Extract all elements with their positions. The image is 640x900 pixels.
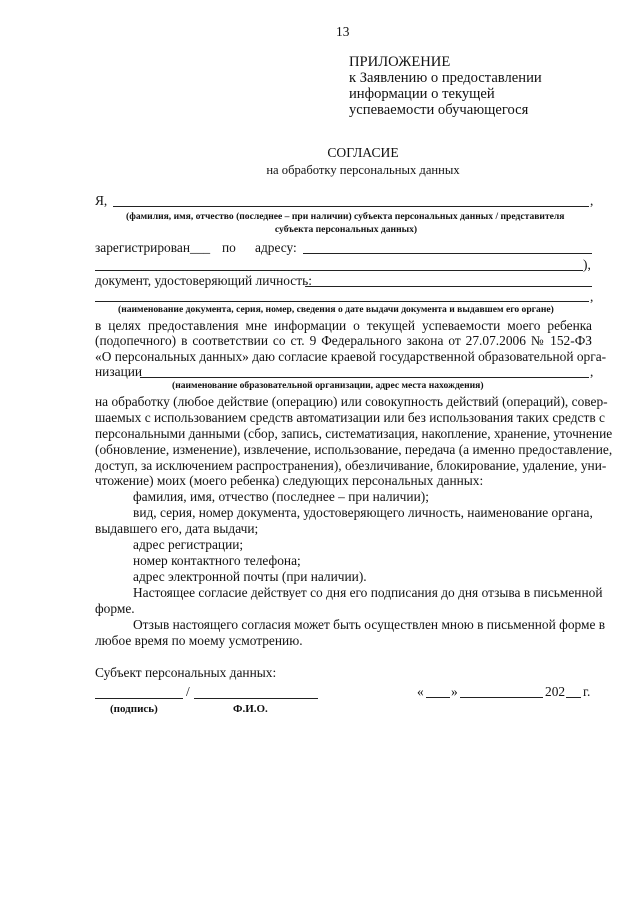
address-end: ), <box>583 257 591 272</box>
signature-caption: (подпись) <box>110 703 158 715</box>
purpose-line: «О персональных данных» даю согласие краевой государственной образовательной орга- <box>95 349 607 364</box>
processing-line: шаемых с использованием средств автоматизации или без использования таких средств с <box>95 410 605 425</box>
processing-line: (обновление, изменение), извлечение, использование, передача (а именно предоставление, <box>95 442 613 457</box>
processing-line: чтожение) моих (моего ребенка) следующих персональных данных: <box>95 473 484 488</box>
trailing-comma: , <box>590 193 594 208</box>
document-input-line-2[interactable] <box>95 301 589 302</box>
data-item-fio: фамилия, имя, отчество (последнее – при наличии); <box>133 489 429 504</box>
revocation-text-cont: любое время по моему усмотрению. <box>95 633 303 648</box>
processing-line: персональными данными (сбор, запись, систематизация, накопление, хранение, уточнение <box>95 426 613 441</box>
date-month-line[interactable] <box>460 697 543 698</box>
address-label: адресу: <box>255 240 297 255</box>
address-input-line[interactable] <box>303 253 592 254</box>
page-number: 13 <box>336 24 350 39</box>
document-caption: (наименование документа, серия, номер, сведения о дате выдачи документа и выдавшем его органе) <box>118 304 554 315</box>
revocation-text: Отзыв настоящего согласия может быть осуществлен мною в письменной форме в <box>133 617 606 632</box>
fio-caption: субъекта персональных данных) <box>274 224 418 235</box>
appendix-line: к Заявлению о предоставлении <box>349 70 542 86</box>
document-label: документ, удостоверяющий личность: <box>95 273 312 288</box>
validity-text-cont: форме. <box>95 601 135 616</box>
fio-input-line[interactable] <box>113 206 589 207</box>
po-label: по <box>222 240 236 255</box>
document-title: СОГЛАСИЕ <box>327 145 399 160</box>
document-subtitle: на обработку персональных данных <box>266 163 460 177</box>
purpose-line: в целях предоставления мне информации о текущей успеваемости моего ребенка <box>95 318 592 333</box>
signature-fio-line[interactable] <box>194 698 318 699</box>
data-item-document: вид, серия, номер документа, удостоверяющего личность, наименование органа, <box>133 505 593 520</box>
signature-slash: / <box>186 684 190 699</box>
appendix-line: успеваемости обучающегося <box>349 102 529 118</box>
data-item-reg-address: адрес регистрации; <box>133 537 244 552</box>
org-caption: (наименование образовательной организации, адрес места нахождения) <box>172 380 484 391</box>
data-item-document-cont: выдавшего его, дата выдачи; <box>95 521 259 536</box>
date-year-prefix: 202 <box>545 684 566 699</box>
appendix-title: ПРИЛОЖЕНИЕ <box>349 54 451 70</box>
validity-text: Настоящее согласие действует со дня его подписания до дня отзыва в письменной <box>133 585 603 600</box>
date-day-line[interactable] <box>426 697 450 698</box>
data-item-email: адрес электронной почты (при наличии). <box>133 569 367 584</box>
date-quote-open: « <box>417 684 424 699</box>
appendix-line: информации о текущей <box>349 86 495 102</box>
trailing-comma: , <box>590 289 594 304</box>
signature-fio-caption: Ф.И.О. <box>233 703 268 715</box>
date-quote-close: » <box>451 684 458 699</box>
subject-label: Субъект персональных данных: <box>95 665 277 680</box>
date-year-suffix: г. <box>583 684 591 699</box>
i-label: Я, <box>95 193 108 208</box>
date-year-line[interactable] <box>566 697 581 698</box>
trailing-comma: , <box>590 364 594 379</box>
fio-caption: (фамилия, имя, отчество (последнее – при наличии) субъекта персональных данных / представителя <box>126 211 565 222</box>
data-item-phone: номер контактного телефона; <box>133 553 301 568</box>
address-input-line-2[interactable] <box>95 270 583 271</box>
signature-line[interactable] <box>95 698 183 699</box>
registered-label: зарегистрирован___ <box>95 240 211 255</box>
org-prefix: низации <box>95 364 143 379</box>
purpose-line: (подопечного) в соответствии со ст. 9 Федерального закона от 27.07.2006 № 152-ФЗ <box>95 333 592 348</box>
processing-line: на обработку (любое действие (операцию) или совокупность действий (операций), совер- <box>95 394 608 409</box>
document-input-line[interactable] <box>305 286 592 287</box>
processing-line: доступ, за исключением распространения), обезличивание, блокирование, удаление, уни- <box>95 458 607 473</box>
org-input-line[interactable] <box>140 377 589 378</box>
